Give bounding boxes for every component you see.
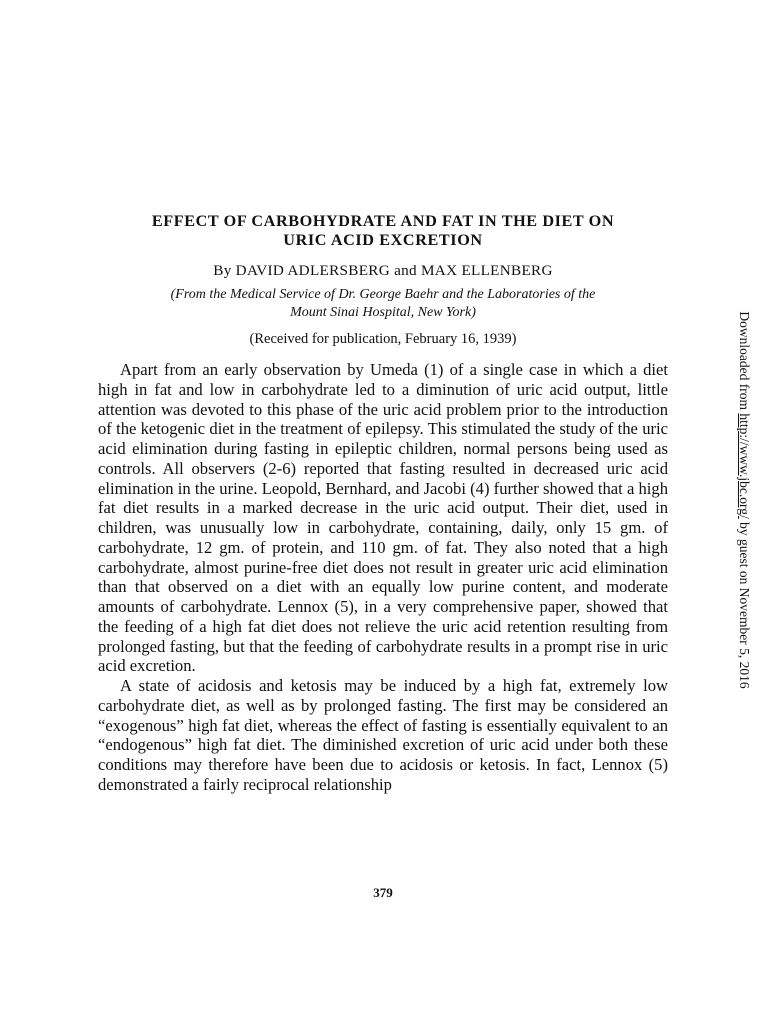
title-line-1: EFFECT OF CARBOHYDRATE AND FAT IN THE DIET ON xyxy=(151,212,615,230)
page-number: 379 xyxy=(373,885,393,900)
affiliation-line-1: (From the Medical Service of Dr. George Baehr and the Laboratories of the xyxy=(170,287,596,302)
journal-link[interactable]: http://www.jbc.org/ xyxy=(737,413,752,519)
download-prefix: Downloaded from xyxy=(737,311,752,414)
article-title xyxy=(100,212,666,250)
affiliation-line-2: Mount Sinai Hospital, New York) xyxy=(290,305,476,320)
download-notice xyxy=(736,311,752,688)
article-body xyxy=(98,360,668,795)
download-suffix: by guest on November 5, 2016 xyxy=(737,518,752,689)
author-line: By DAVID ADLERSBERG and MAX ELLENBERG xyxy=(213,262,553,279)
paragraph-2: A state of acidosis and ketosis may be induced by a high fat, extremely low carbohydrate diet, as well as by prolonged fasting. The first may be considered an “exogenous” high fat diet, whereas the effect of fasting is essentially equivalent to an “endogenous” high fat diet. The diminished excretion of uric acid under both these conditions may therefore have been due to acidosis or ketosis. In fact, Lennox (5) demonstrated a fairly reciprocal relationship xyxy=(98,676,668,794)
paragraph-1: Apart from an early observation by Umeda (1) of a single case in which a diet high in fat and low in carbohydrate led to a diminution of uric acid output, little attention was devoted to this phase of the uric acid problem prior to the introduction of the ketogenic diet in the treatment of epilepsy. This stimulated the study of the uric acid elimination during fasting in epileptic children, normal persons being used as controls. All observers (2-6) reported that fasting resulted in decreased uric acid elimination in the urine. Leopold, Bernhard, and Jacobi (4) further showed that a high fat diet results in a marked decrease in the uric acid output. Their diet, used in children, was unusually low in carbohydrate, containing, daily, only 15 gm. of carbohydrate, 12 gm. of protein, and 110 gm. of fat. They also noted that a high carbohydrate, almost purine-free diet does not result in greater uric acid elimination than that observed on a diet with an equally low purine content, and moderate amounts of carbohydrate. Lennox (5), in a very comprehensive paper, showed that the feeding of a high fat diet does not relieve the uric acid retention resulting from prolonged fasting, but that the feeding of carbohydrate results in a prompt rise in uric acid excretion. xyxy=(98,360,668,676)
title-line-2: URIC ACID EXCRETION xyxy=(283,231,483,249)
affiliation xyxy=(100,286,666,322)
received-date: (Received for publication, February 16, 1939) xyxy=(249,331,517,347)
